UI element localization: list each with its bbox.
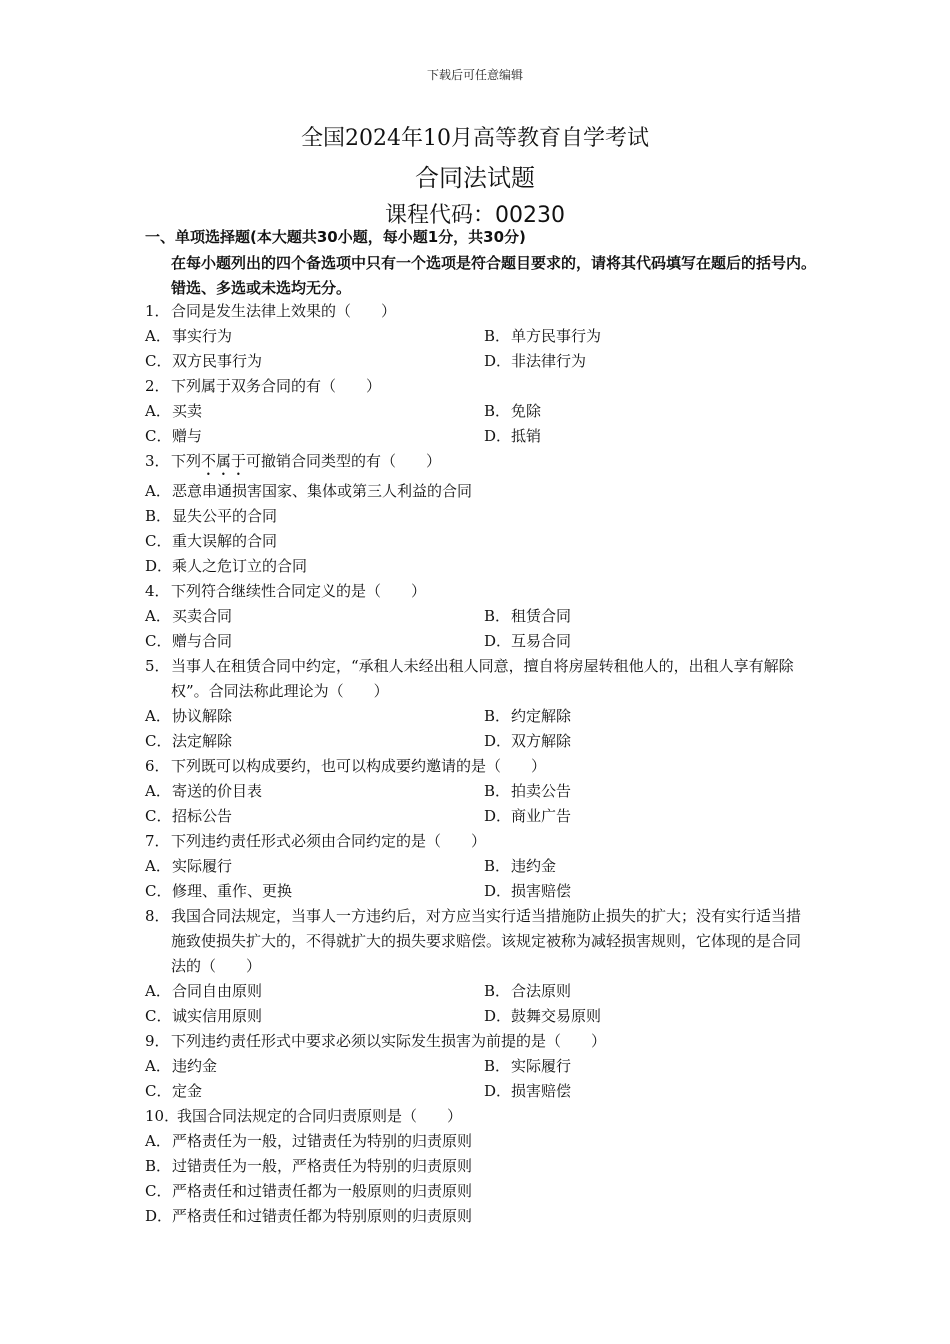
option-c: C．定金 <box>145 1082 203 1100</box>
question-list <box>0 299 950 1229</box>
option-row <box>0 879 950 904</box>
option-b: B．约定解除 <box>484 707 572 725</box>
option-d: D．抵销 <box>484 427 542 445</box>
option-row <box>0 349 950 374</box>
exam-title: 全国2024年10月高等教育自学考试 <box>301 126 649 151</box>
question-number: 5． <box>145 657 170 675</box>
question-number: 7． <box>145 832 170 850</box>
question-number: 2． <box>145 377 170 395</box>
option-a: A．事实行为 <box>145 327 233 345</box>
option-row <box>0 529 950 554</box>
option-a: A．严格责任为一般，过错责任为特别的归责原则 <box>145 1132 473 1150</box>
question-text: 合同是发生法律上效果的（ ） <box>171 302 397 320</box>
option-c: C．赠与合同 <box>145 632 233 650</box>
option-c: C．修理、重作、更换 <box>145 882 293 900</box>
question-text: 下列属于双务合同的有（ ） <box>171 377 382 395</box>
option-row <box>0 1054 950 1079</box>
option-row <box>0 779 950 804</box>
option-row <box>0 554 950 579</box>
option-row <box>0 1204 950 1229</box>
option-a: A．合同自由原则 <box>145 982 263 1000</box>
option-b: B．实际履行 <box>484 1057 572 1075</box>
course-code: 课程代码：00230 <box>385 203 565 228</box>
option-a: A．买卖 <box>145 402 203 420</box>
option-c: C．赠与 <box>145 427 203 445</box>
option-row <box>0 629 950 654</box>
question-number: 9． <box>145 1032 170 1050</box>
option-b: B．拍卖公告 <box>484 782 572 800</box>
option-row <box>0 1179 950 1204</box>
option-b: B．免除 <box>484 402 542 420</box>
question-text: 我国合同法规定，当事人一方违约后，对方应当实行适当措施防止损失的扩大；没有实行适当措施致使损失扩大的，不得就扩大的损失要求赔偿。该规定被称为减轻损害规则，它体现的是合同法的（ ） <box>171 907 802 975</box>
question-stem <box>145 1104 815 1129</box>
question-stem <box>145 299 815 324</box>
option-a: A．实际履行 <box>145 857 233 875</box>
option-d: D．互易合同 <box>484 632 572 650</box>
option-row <box>0 399 950 424</box>
option-row <box>0 1004 950 1029</box>
option-a: A．违约金 <box>145 1057 218 1075</box>
question-stem <box>145 374 815 399</box>
option-row <box>0 604 950 629</box>
option-row <box>0 704 950 729</box>
question-text: 下列既可以构成要约，也可以构成要约邀请的是（ ） <box>171 757 547 775</box>
question-stem <box>145 904 815 979</box>
option-b: B．违约金 <box>484 857 557 875</box>
option-row <box>0 1129 950 1154</box>
option-row <box>0 804 950 829</box>
subject-title: 合同法试题 <box>415 164 535 192</box>
option-b: B．单方民事行为 <box>484 327 602 345</box>
option-a: A．恶意串通损害国家、集体或第三人利益的合同 <box>145 482 473 500</box>
question-number: 1． <box>145 302 170 320</box>
option-row <box>0 424 950 449</box>
emphasis-text: 不属于 <box>201 452 247 470</box>
question-text: 当事人在租赁合同中约定，“承租人未经出租人同意，擅自将房屋转租他人的，出租人享有解除权”。合同法称此理论为（ ） <box>171 657 794 700</box>
option-d: D．双方解除 <box>484 732 572 750</box>
option-c: C．双方民事行为 <box>145 352 263 370</box>
question-text: 下列违约责任形式必须由合同约定的是（ ） <box>171 832 487 850</box>
question-stem <box>145 654 815 704</box>
option-c: C．法定解除 <box>145 732 233 750</box>
option-row <box>0 729 950 754</box>
question-stem <box>145 829 815 854</box>
question-number: 6． <box>145 757 170 775</box>
header-note: 下载后可任意编辑 <box>426 68 523 82</box>
question-number: 10． <box>145 1107 180 1125</box>
option-a: A．协议解除 <box>145 707 233 725</box>
option-row <box>0 479 950 504</box>
option-d: D．损害赔偿 <box>484 882 572 900</box>
option-row <box>0 854 950 879</box>
option-b: B．合法原则 <box>484 982 572 1000</box>
option-b: B．显失公平的合同 <box>145 507 278 525</box>
option-d: D．鼓舞交易原则 <box>484 1007 602 1025</box>
question-number: 8． <box>145 907 170 925</box>
option-d: D．严格责任和过错责任都为特别原则的归责原则 <box>145 1207 473 1225</box>
question-number: 3． <box>145 452 170 470</box>
option-d: D．非法律行为 <box>484 352 587 370</box>
option-a: A．买卖合同 <box>145 607 233 625</box>
option-a: A．寄送的价目表 <box>145 782 263 800</box>
question-text: 下列不属于可撤销合同类型的有（ ） <box>171 452 442 470</box>
option-row <box>0 504 950 529</box>
question-text: 下列符合继续性合同定义的是（ ） <box>171 582 427 600</box>
option-row <box>0 324 950 349</box>
option-c: C．严格责任和过错责任都为一般原则的归责原则 <box>145 1182 473 1200</box>
question-stem <box>145 754 815 779</box>
option-d: D．乘人之危订立的合同 <box>145 557 308 575</box>
option-c: C．重大误解的合同 <box>145 532 278 550</box>
question-stem <box>145 449 815 479</box>
question-text: 下列违约责任形式中要求必须以实际发生损害为前提的是（ ） <box>171 1032 607 1050</box>
question-stem <box>145 579 815 604</box>
option-row <box>0 1154 950 1179</box>
option-d: D．损害赔偿 <box>484 1082 572 1100</box>
question-text: 我国合同法规定的合同归责原则是（ ） <box>177 1107 463 1125</box>
question-stem <box>145 1029 815 1054</box>
option-c: C．招标公告 <box>145 807 233 825</box>
option-row <box>0 1079 950 1104</box>
option-b: B．过错责任为一般，严格责任为特别的归责原则 <box>145 1157 473 1175</box>
option-b: B．租赁合同 <box>484 607 572 625</box>
option-c: C．诚实信用原则 <box>145 1007 263 1025</box>
option-d: D．商业广告 <box>484 807 572 825</box>
option-row <box>0 979 950 1004</box>
section-instruction: 在每小题列出的四个备选项中只有一个选项是符合题目要求的，请将其代码填写在题后的括号内。错选、多选或未选均无分。 <box>171 254 817 297</box>
question-number: 4． <box>145 582 170 600</box>
section-heading: 一、单项选择题(本大题共30小题，每小题1分，共30分) <box>145 228 526 246</box>
